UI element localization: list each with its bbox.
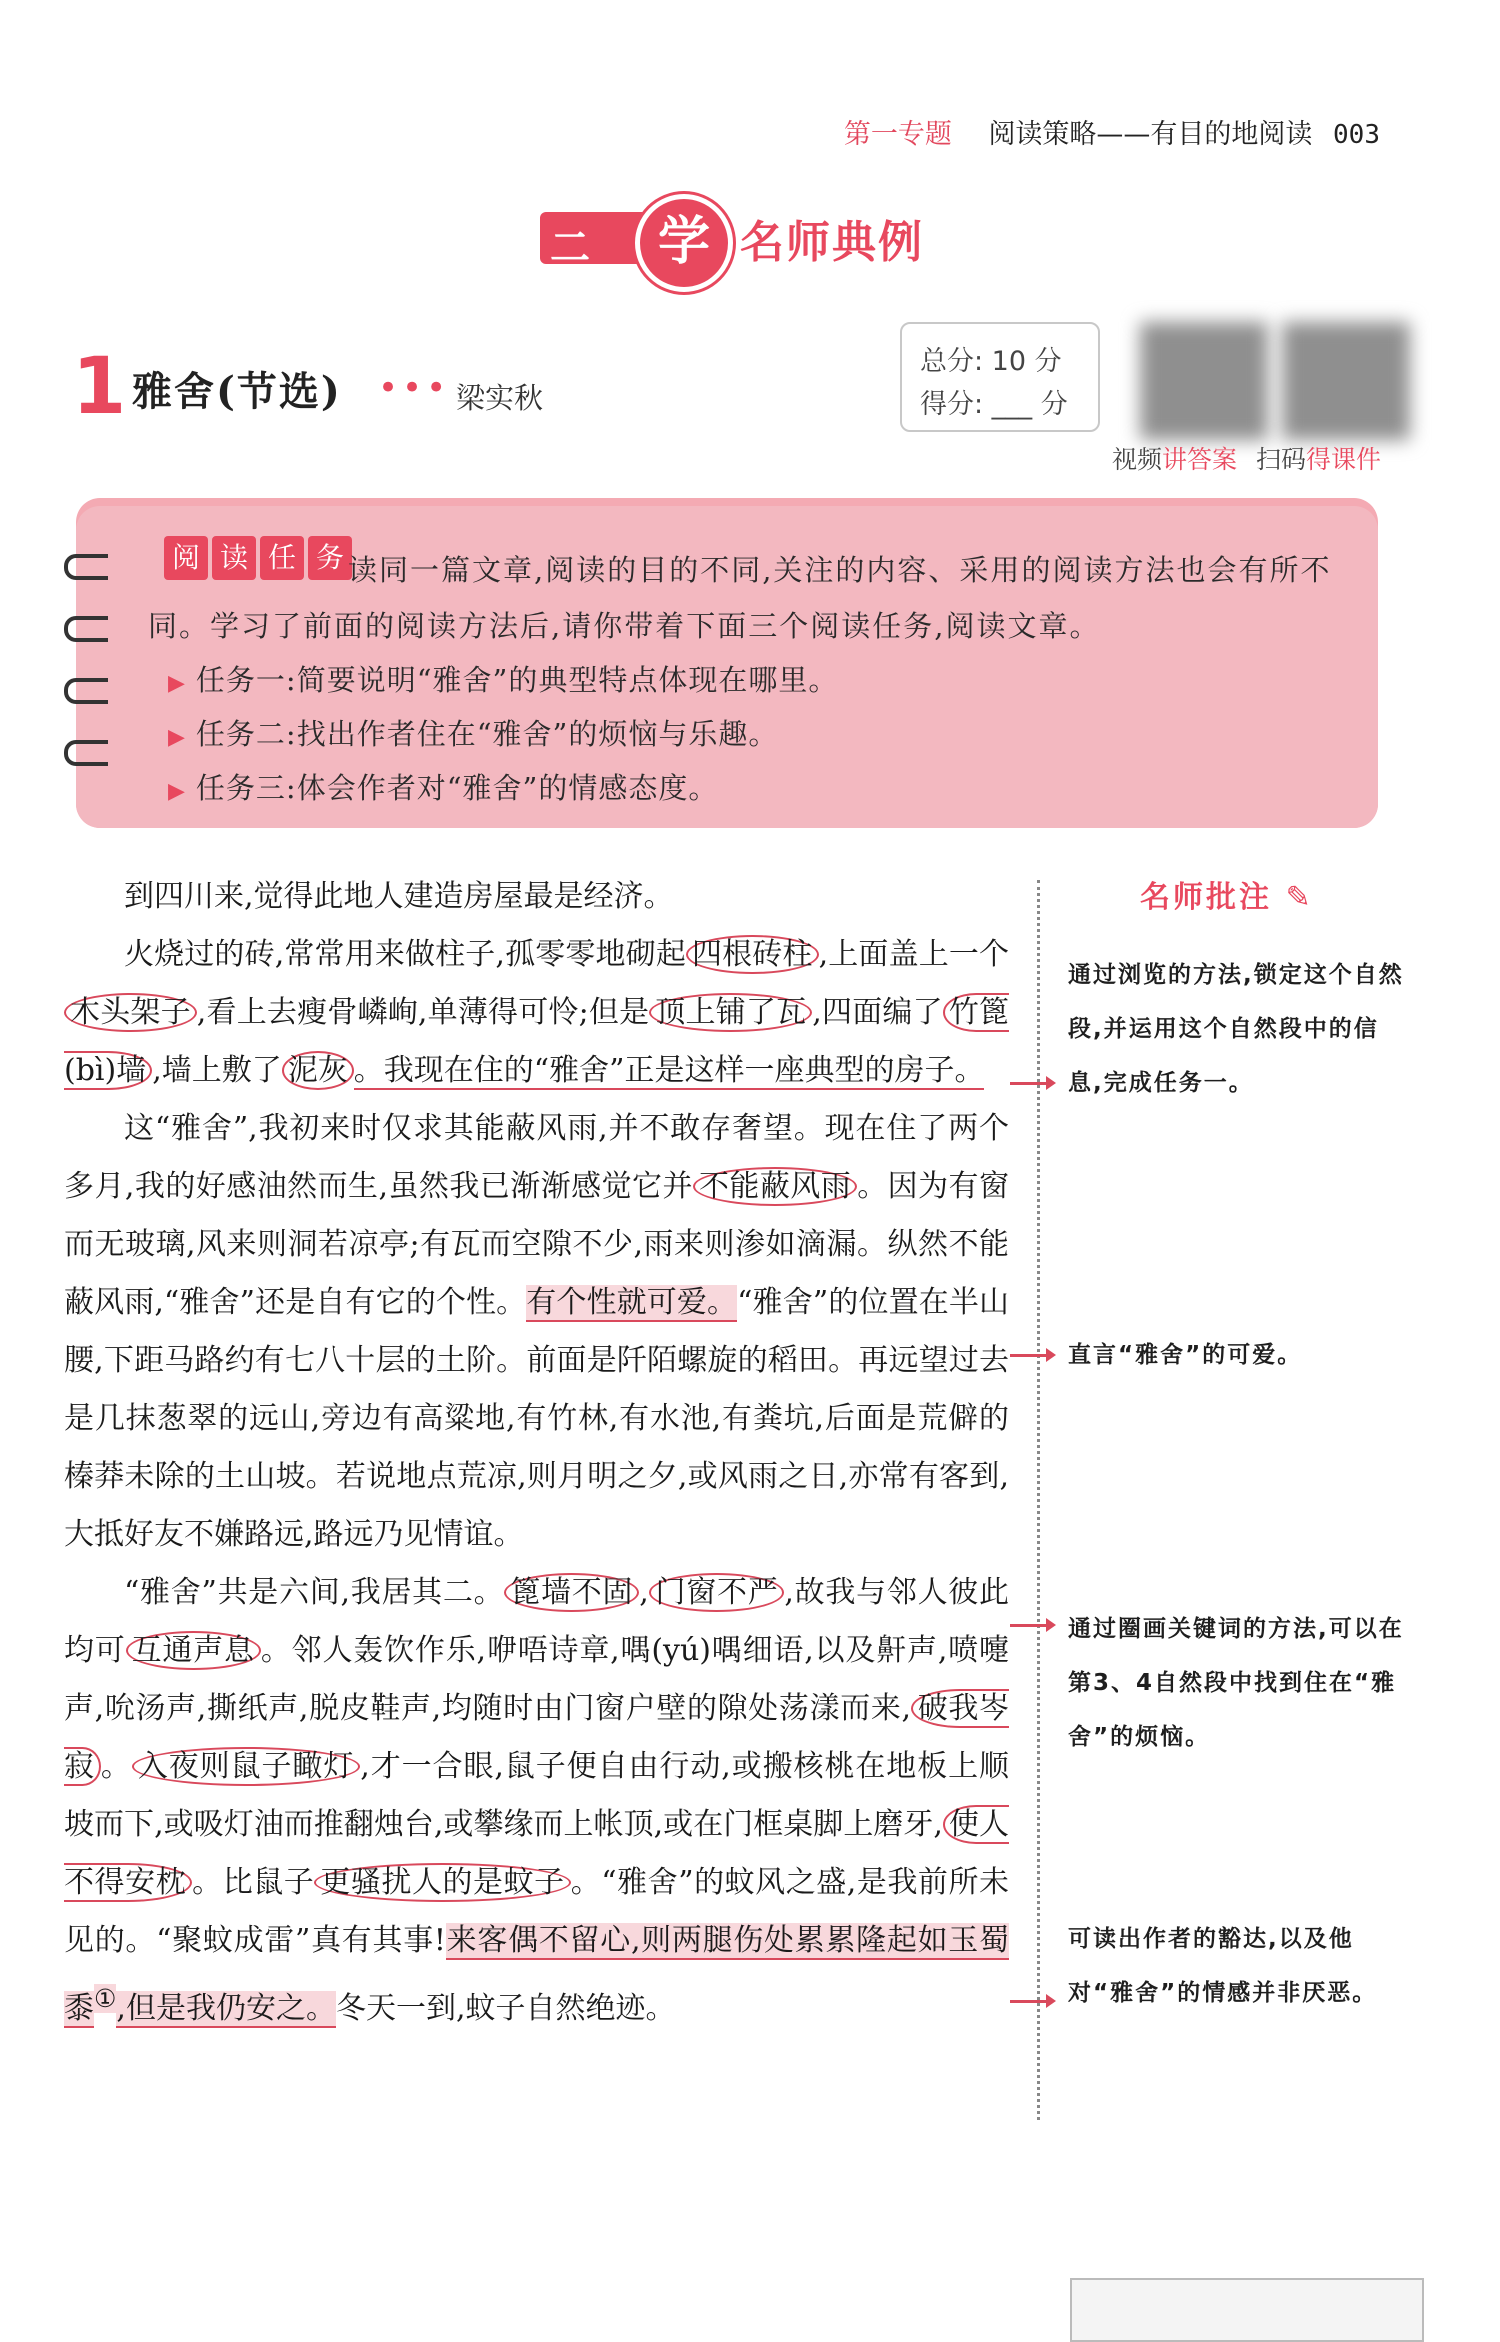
text-run: ,看上去瘦骨嶙峋,单薄得可怜;但是 — [196, 995, 650, 1030]
running-header — [844, 112, 1380, 151]
circled-keyword: 四根砖柱 — [686, 935, 819, 974]
binder-ring — [64, 678, 108, 704]
qr-caption-video-a: 视频 — [1112, 445, 1163, 474]
page-number: 003 — [1333, 120, 1380, 150]
score-got: 得分: ___ 分 — [920, 389, 1068, 420]
task-item — [168, 766, 718, 807]
text-run: 这“雅舍”,我初来时仅求其能蔽风雨,并不敢存奢望。现在住了两个多月,我的好感油然而生,虽然我已渐渐感觉它并 — [64, 1111, 1009, 1204]
text-run: ,才一合眼,鼠子便自由行动,或搬核桃在地板上顺坡而下,或吸灯油而推翻烛台,或攀缘而上帐顶,或在门框桌脚上磨牙, — [64, 1749, 1010, 1842]
margin-note-4: 可读出作者的豁达,以及他对“雅舍”的情感并非厌恶。 — [1068, 1926, 1378, 2006]
circled-keyword: 使人不得安枕 — [64, 1807, 1009, 1900]
annotation-arrow — [1010, 1624, 1050, 1627]
chapter-label: 阅读策略——有目的地阅读 — [988, 119, 1313, 150]
task-intro: 读同一篇文章,阅读的目的不同,关注的内容、采用的阅读方法也会有所不同。学习了前面的阅读方法后,请你带着下面三个阅读任务,阅读文章。 — [148, 553, 1332, 643]
next-page-corner — [1070, 2278, 1424, 2342]
margin-note-2: 直言“雅舍”的可爱。 — [1068, 1342, 1303, 1368]
score-box — [900, 322, 1100, 432]
qr-caption-video-b: 讲答案 — [1162, 445, 1238, 474]
score-total: 总分: 10 分 — [920, 346, 1062, 377]
banner-title: 名师典例 — [740, 217, 924, 268]
paragraph-1: 到四川来,觉得此地人建造房屋最是经济。 — [124, 879, 674, 914]
text-run: 火烧过的砖,常常用来做柱子,孤零零地砌起 — [124, 937, 686, 972]
task-tag-char: 任 — [260, 536, 304, 580]
annotation-arrow — [1010, 1082, 1050, 1085]
task-box-inner — [76, 506, 1378, 828]
highlighted-sentence: 有个性就可爱。 — [526, 1285, 738, 1320]
text-run: 。邻人轰饮作乐,咿唔诗章,喁(yú)喁细语,以及鼾声,喷嚏声,吮汤声,撕纸声,脱皮鞋声,均随时由门窗户壁的隙处荡漾而来, — [64, 1633, 1009, 1726]
circled-keyword: 不能蔽风雨 — [693, 1167, 857, 1206]
binder-ring — [64, 616, 108, 642]
paragraph-2 — [64, 926, 1009, 1100]
text-run: 。因为有窗而无玻璃,风来则洞若凉亭;有瓦而空隙不少,雨来则渗如滴漏。纵然不能蔽风雨,“雅舍”还是自有它的个性。 — [64, 1169, 1009, 1320]
article-body — [64, 868, 1009, 2038]
text-run: ,上面盖上一个 — [818, 937, 1010, 972]
circled-keyword: 更骚扰人的是蚊子 — [314, 1863, 570, 1902]
triangle-bullet-icon: ▶ — [168, 671, 186, 696]
task-text: 任务二:找出作者住在“雅舍”的烦恼与乐趣。 — [195, 717, 779, 751]
annotation-arrow — [1010, 2000, 1050, 2003]
task-text: 任务三:体会作者对“雅舍”的情感态度。 — [195, 771, 719, 805]
banner-badge: 学 — [635, 194, 733, 292]
circled-keyword: 篦墙不固 — [504, 1573, 639, 1612]
pen-icon: ✎ — [1285, 880, 1314, 915]
binder-ring — [64, 554, 108, 580]
circled-keyword: 入夜则鼠子瞰灯 — [132, 1747, 360, 1786]
task-text: 任务一:简要说明“雅舍”的典型特点体现在哪里。 — [195, 663, 839, 697]
circled-keyword: 破我岑寂 — [64, 1691, 1010, 1784]
section-banner — [540, 192, 1060, 278]
margin-note-1: 通过浏览的方法,锁定这个自然段,并运用这个自然段中的信息,完成任务一。 — [1068, 962, 1404, 1096]
circled-keyword: 木头架子 — [64, 993, 197, 1032]
qr-code-video[interactable] — [1140, 322, 1268, 440]
margin-note-3: 通过圈画关键词的方法,可以在第3、4自然段中找到住在“雅舍”的烦恼。 — [1068, 1616, 1404, 1750]
circled-keyword: 泥灰 — [282, 1051, 354, 1090]
article-number: 1 — [72, 342, 127, 432]
circled-keyword: 顶上铺了瓦 — [649, 993, 812, 1032]
margin-notes-title — [1140, 872, 1314, 916]
binder-ring — [64, 740, 108, 766]
qr-caption-courseware — [1256, 440, 1381, 476]
task-tag-char: 阅 — [164, 536, 208, 580]
highlighted-sentence: ,但是我仍安之。 — [116, 1991, 336, 2026]
qr-caption-courseware-a: 扫码 — [1256, 445, 1307, 474]
circled-keyword: 互通声息 — [126, 1631, 261, 1670]
margin-notes-title-text: 名师批注 — [1140, 880, 1272, 915]
column-divider — [1037, 880, 1040, 2120]
annotation-arrow — [1010, 1354, 1050, 1357]
text-run: , — [639, 1575, 649, 1610]
underlined-sentence: 。我现在住的“雅舍”正是这样一座典型的房子。 — [353, 1053, 985, 1088]
qr-caption-video — [1112, 440, 1237, 476]
banner-number: 二 — [550, 225, 590, 271]
article-author: 梁实秋 — [456, 381, 544, 415]
text-run: 。 — [100, 1749, 132, 1784]
section-label: 第一专题 — [843, 119, 952, 150]
text-run: “雅舍”的位置在半山腰,下距马路约有七八十层的土阶。前面是阡陌螺旋的稻田。再远望过去是几抹葱翠的远山,旁边有高粱地,有竹林,有水池,有粪坑,后面是荒僻的榛莽未除的土山坡。若说地点荒凉,则月明之夕,或风雨之日,亦常有客到,大抵好友不嫌路远,路远乃见情谊。 — [64, 1285, 1009, 1552]
text-run: 。“雅舍”的蚊风之盛,是我前所未见的。“聚蚊成雷”真有其事! — [64, 1865, 1010, 1958]
article-title: 雅舍(节选) — [132, 368, 342, 415]
task-item — [168, 712, 778, 753]
text-run: “雅舍”共是六间,我居其二。 — [124, 1575, 505, 1610]
task-item — [168, 658, 838, 699]
footnote-marker: ① — [94, 1984, 117, 2013]
paragraph-4 — [64, 1564, 1009, 2038]
circled-keyword: 门窗不严 — [649, 1573, 785, 1612]
text-run: 冬天一到,蚊子自然绝迹。 — [335, 1991, 676, 2026]
circled-keyword: 竹篦(bì)墙 — [64, 995, 1010, 1088]
title-dots: ••• — [378, 368, 451, 408]
highlighted-sentence: 来客偶不留心,则两腿伤处累累隆起如玉蜀黍 — [64, 1923, 1009, 2026]
text-run: ,四面编了 — [812, 995, 943, 1030]
qr-code-courseware[interactable] — [1282, 322, 1410, 440]
qr-caption-courseware-b: 得课件 — [1306, 445, 1382, 474]
text-run: ,故我与邻人彼此均可 — [64, 1575, 1010, 1668]
reading-task-box — [76, 498, 1378, 828]
triangle-bullet-icon: ▶ — [168, 725, 186, 750]
paragraph-3 — [64, 1100, 1009, 1564]
triangle-bullet-icon: ▶ — [168, 779, 186, 804]
text-run: ,墙上敷了 — [152, 1053, 282, 1088]
task-tag-char: 务 — [308, 536, 352, 580]
text-run: 。比鼠子 — [192, 1865, 315, 1900]
task-tag-char: 读 — [212, 536, 256, 580]
